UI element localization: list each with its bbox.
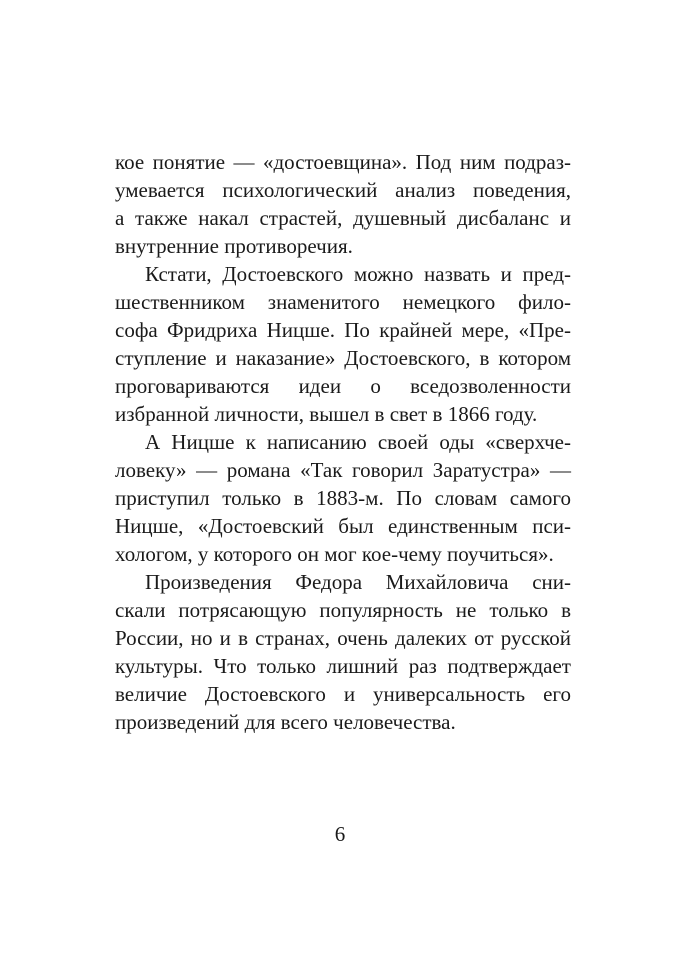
text-line: Произведения Федора Михайловича сни- xyxy=(145,570,571,594)
paragraph xyxy=(115,260,571,428)
paragraph xyxy=(115,148,571,260)
paragraph xyxy=(115,568,571,736)
text-line: софа Фридриха Ницше. По крайней мере, «Пре- xyxy=(115,318,571,342)
text-line: избранной личности, вышел в свет в 1866 году. xyxy=(115,402,538,426)
paragraph xyxy=(115,428,571,568)
text-line: А Ницше к написанию своей оды «сверхче- xyxy=(145,430,571,454)
text-line: проговариваются идеи о вседозволенности xyxy=(115,374,571,398)
page-number: 6 xyxy=(334,822,346,846)
text-line: шественником знаменитого немецкого фило- xyxy=(115,290,571,314)
text-line: приступил только в 1883-м. По словам самого xyxy=(115,486,571,510)
text-line: ловеку» — романа «Так говорил Заратустра» — xyxy=(115,458,571,482)
page-body xyxy=(115,148,571,736)
text-line: России, но и в странах, очень далеких от русской xyxy=(115,626,571,650)
text-line: внутренние противоречия. xyxy=(115,234,353,258)
text-line: а также накал страстей, душевный дисбаланс и xyxy=(115,206,571,230)
text-line: величие Достоевского и универсальность его xyxy=(115,682,571,706)
text-line: умевается психологический анализ поведения, xyxy=(115,178,571,202)
text-line: Кстати, Достоевского можно назвать и пред- xyxy=(145,262,571,286)
text-line: хологом, у которого он мог кое-чему поучиться». xyxy=(115,542,554,566)
text-line: культуры. Что только лишний раз подтверждает xyxy=(115,654,571,678)
text-line: кое понятие — «достоевщина». Под ним подраз- xyxy=(115,150,571,174)
text-line: скали потрясающую популярность не только в xyxy=(115,598,571,622)
text-line: ступление и наказание» Достоевского, в котором xyxy=(115,346,571,370)
text-line: произведений для всего человечества. xyxy=(115,710,456,734)
text-line: Ницше, «Достоевский был единственным пси- xyxy=(115,514,571,538)
